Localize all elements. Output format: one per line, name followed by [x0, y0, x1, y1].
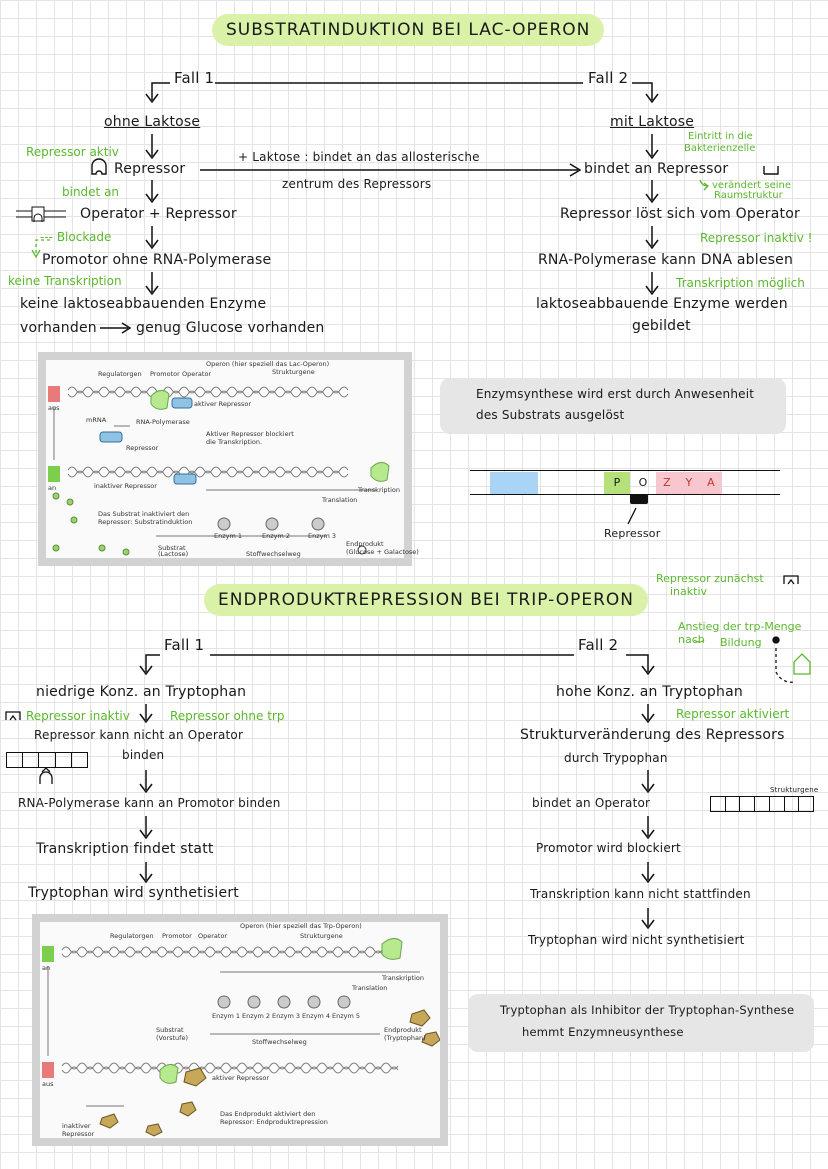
lac-fig-substrate1: Das Substrat inaktiviert den [98, 510, 190, 518]
lac-fig-operator: Operator [182, 370, 212, 378]
lac-case2-binds: bindet an Repressor [584, 161, 729, 177]
trp-summary-box [468, 994, 814, 1052]
lac-fig-stoffwechselweg: Stoffwechselweg [246, 550, 301, 558]
grid-cell [72, 753, 87, 767]
trp-fig-repressor: Repressor [62, 1130, 95, 1138]
lac-case2-result2: gebildet [632, 318, 691, 334]
lac-repressor: Repressor [114, 161, 186, 177]
trp-fig-enzym4: Enzym 4 [302, 1012, 331, 1020]
lac-summary-line1: Enzymsynthese wird erst durch Anwesenheit [476, 387, 755, 401]
trp-fig-endprodukt2: (Tryptophan) [384, 1034, 426, 1042]
trp-fig-enzym5: Enzym 5 [332, 1012, 361, 1020]
lac-middle-line2: zentrum des Repressors [282, 177, 432, 191]
lac-fig-repressor: Repressor [126, 444, 159, 452]
trp-fig-strukturgene: Strukturgene [300, 932, 343, 940]
trp-fig-aus: aus [42, 1080, 54, 1088]
trp-top-note1: Repressor zunächst [656, 572, 764, 585]
grid-cell [785, 797, 800, 811]
lac-fig-blocked1: Aktiver Repressor blockiert [206, 430, 294, 438]
lac-fig-header: Operon (hier speziell das Lac-Operon) [206, 360, 330, 368]
trp-fig-aktiver-repressor: aktiver Repressor [212, 1074, 269, 1082]
lac-entry-note1: Eintritt in die [688, 131, 753, 142]
lac-blockade-text: Blockade [56, 230, 112, 244]
trp-cannot-bind2: binden [122, 748, 165, 762]
trp-fig-inaktiver: inaktiver [62, 1122, 91, 1130]
strip-gene-p: P [604, 472, 630, 494]
trp-case2-label: Fall 2 [578, 636, 619, 654]
grid-cell [770, 797, 785, 811]
lac-blockade: --- Blockade [40, 230, 112, 244]
lac-inactive: Repressor inaktiv ! [700, 231, 813, 245]
lac-fig-transkription: Transkription [358, 486, 400, 494]
trp-case2-activated: Repressor aktiviert [676, 707, 790, 721]
strip-gene-z: Z [656, 472, 678, 494]
trp-fig-enzym2: Enzym 2 [242, 1012, 271, 1020]
trp-rise-note2: nach [678, 633, 705, 646]
trp-rise-note3: Bildung [720, 636, 762, 649]
lac-transcription-possible: Transkription möglich [676, 276, 805, 290]
trp-operon-figure [32, 914, 448, 1146]
grid-cell [23, 753, 39, 767]
strip-gene-o: O [638, 476, 648, 489]
trp-case1-inactive: Repressor inaktiv [26, 709, 130, 723]
trp-case2-binds: bindet an Operator [532, 796, 651, 810]
trp-operator-grid [6, 752, 88, 768]
trp-case1-label: Fall 1 [164, 636, 205, 654]
trp-cannot-bind1: Repressor kann nicht an Operator [34, 728, 244, 742]
trp-fig-enzym3: Enzym 3 [272, 1012, 301, 1020]
trp-case2-result: Tryptophan wird nicht synthetisiert [528, 933, 745, 947]
trp-case2-condition: hohe Konz. an Tryptophan [556, 684, 743, 700]
trp-fig-an: an [42, 964, 51, 972]
trp-fig-end-note1: Das Endprodukt aktiviert den [220, 1110, 316, 1118]
strip-gene-a: A [700, 472, 722, 494]
lac-operator-repressor: Operator + Repressor [80, 206, 237, 222]
strip-repressor-label: Repressor [604, 527, 661, 540]
lac-changes-note1: verändert seine [712, 180, 791, 191]
lac-case1-condition: ohne Laktose [104, 114, 201, 130]
trp-strukturgene-grid [710, 796, 814, 812]
trp-rise-note1: Anstieg der trp-Menge [678, 620, 802, 633]
lac-fig-translation: Translation [322, 496, 358, 504]
trp-fig-promotor: Promotor [162, 932, 192, 940]
trp-no-transcription: Transkription kann nicht stattfinden [530, 887, 751, 901]
trp-fig-header: Operon (hier speziell das Trp-Operon) [240, 922, 362, 930]
trp-fig-substrat2: (Vorstufe) [156, 1034, 189, 1042]
strip-gene-y: Y [678, 472, 700, 494]
lac-fig-blocked2: die Transkription. [206, 438, 263, 446]
trp-figure-drawing [40, 922, 440, 1138]
lac-fig-endprodukt: Endprodukt [346, 540, 384, 548]
grid-cell [711, 797, 726, 811]
lac-fig-inaktiver-repressor: inaktiver Repressor [94, 482, 157, 490]
lac-result2-a: vorhanden [20, 320, 97, 336]
trp-fig-stoffwechselweg: Stoffwechselweg [252, 1038, 307, 1046]
grid-cell [39, 753, 55, 767]
lac-promoter: Promotor ohne RNA-Polymerase [42, 252, 272, 268]
trp-top-note2: inaktiv [670, 585, 708, 598]
grid-cell [755, 797, 770, 811]
lac-release: Repressor löst sich vom Operator [560, 206, 800, 222]
grid-cell [56, 753, 72, 767]
lac-title: SUBSTRATINDUKTION BEI LAC-OPERON [212, 14, 604, 46]
lac-summary-line2: des Substrats ausgelöst [476, 408, 625, 422]
trp-fig-regulatorgen: Regulatorgen [110, 932, 154, 940]
trp-fig-transkription: Transkription [382, 974, 424, 982]
trp-structure1: Strukturveränderung des Repressors [520, 727, 785, 743]
trp-fig-translation: Translation [352, 984, 388, 992]
lac-result2-b: genug Glucose vorhanden [136, 320, 325, 336]
lac-fig-an: an [48, 484, 57, 492]
lac-fig-promotor: Promotor [150, 370, 180, 378]
lac-fig-endprodukt2: (Glucose + Galactose) [346, 548, 419, 556]
trp-fig-end-note2: Repressor: Endproduktrepression [220, 1118, 328, 1126]
trp-structure2: durch Trypophan [564, 751, 668, 765]
lac-fig-regulatorgen: Regulatorgen [98, 370, 142, 378]
lac-fig-substrat: Substrat [158, 544, 186, 552]
trp-summary-line2: hemmt Enzymneusynthese [522, 1025, 684, 1039]
lac-fig-aus: aus [48, 404, 60, 412]
lac-fig-substrate2: Repressor: Substratinduktion [98, 518, 193, 526]
lac-note-active: Repressor aktiv [26, 145, 119, 159]
trp-fig-endprodukt: Endprodukt [384, 1026, 422, 1034]
trp-case1-result: Tryptophan wird synthetisiert [28, 885, 239, 901]
lac-fig-aktiver-repressor: aktiver Repressor [194, 400, 251, 408]
trp-case1-rna-pol: RNA-Polymerase kann an Promotor binden [18, 796, 281, 810]
lac-fig-enzym2: Enzym 2 [262, 532, 291, 540]
trp-fig-substrat: Substrat [156, 1026, 184, 1034]
trp-fig-operator: Operator [198, 932, 228, 940]
lac-rna-pol: RNA-Polymerase kann DNA ablesen [538, 252, 794, 268]
lac-case2-result1: laktoseabbauende Enzyme werden [536, 296, 788, 312]
trp-title: ENDPRODUKTREPRESSION BEI TRIP-OPERON [204, 584, 648, 616]
lac-result1: keine laktoseabbauenden Enzyme [20, 296, 267, 312]
trp-case1-without-trp: Repressor ohne trp [170, 709, 285, 723]
trp-case1-transcription: Transkription findet statt [36, 841, 214, 857]
lac-fig-substrat2: (Lactose) [158, 550, 189, 558]
lac-no-transcription: keine Transkription [8, 274, 122, 288]
trp-summary-line1: Tryptophan als Inhibitor der Tryptophan-Synthese [500, 1003, 795, 1017]
trp-promoter-blocked: Promotor wird blockiert [536, 841, 681, 855]
lac-entry-note2: Bakterienzelle [684, 143, 756, 154]
lac-case1-label: Fall 1 [174, 69, 215, 87]
lac-case2-condition: mit Laktose [610, 114, 695, 130]
lac-changes-note2: Raumstruktur [714, 190, 783, 201]
lac-fig-mrna: mRNA [86, 416, 107, 424]
lac-fig-rna-polymerase: RNA-Polymerase [136, 418, 190, 426]
trp-strukturgene-label: Strukturgene [770, 786, 819, 794]
grid-cell [726, 797, 741, 811]
lac-fig-strukturgene: Strukturgene [272, 368, 315, 376]
lac-fig-enzym3: Enzym 3 [308, 532, 337, 540]
lac-fig-enzym1: Enzym 1 [214, 532, 243, 540]
trp-case1-condition: niedrige Konz. an Tryptophan [36, 684, 247, 700]
lac-case2-label: Fall 2 [588, 69, 629, 87]
grid-cell [7, 753, 23, 767]
grid-cell [740, 797, 755, 811]
trp-fig-enzym1: Enzym 1 [212, 1012, 241, 1020]
lac-middle-line1: + Laktose : bindet an das allosterische [238, 150, 480, 164]
lac-binds-to: bindet an [62, 185, 120, 199]
grid-cell [799, 797, 813, 811]
